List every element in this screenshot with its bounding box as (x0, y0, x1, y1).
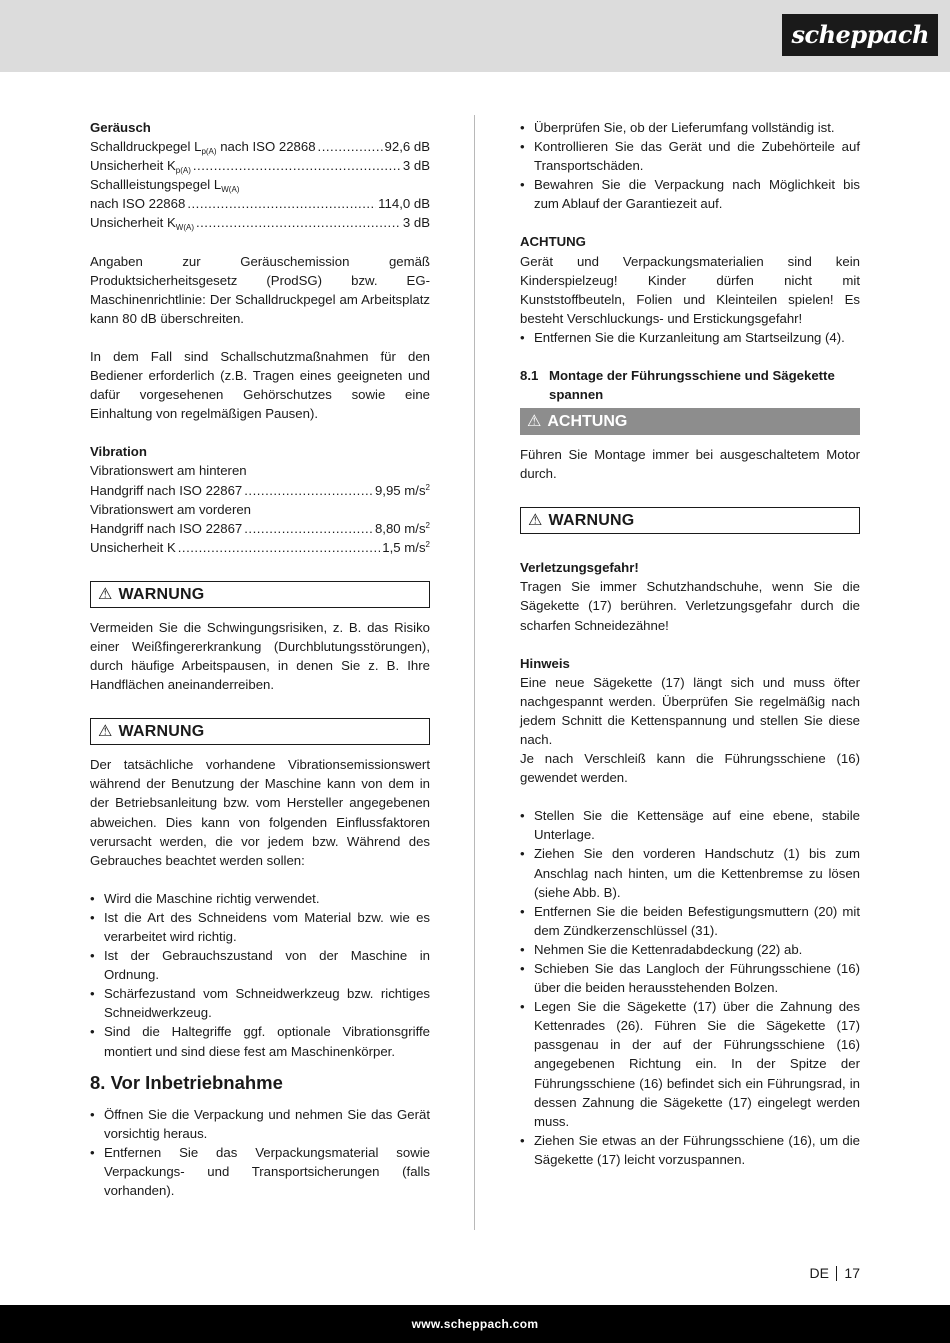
spec-label: Unsicherheit K (90, 539, 176, 555)
left-column (90, 118, 430, 1200)
squared-mark: 2 (425, 520, 430, 530)
spec-label: Schallleistungspegel $L_{W(A)}$ (90, 177, 240, 195)
section-8-title: 8. Vor Inbetriebnahme (90, 1071, 283, 1093)
vibration-line-1: Vibrationswert am hinteren (90, 463, 247, 479)
spec-label: Schalldruckpegel $L_{p(A)}$ nach ISO 22868 (90, 139, 316, 157)
section-title: Montage der Führungsschiene und Sägekette spannen (549, 368, 835, 403)
warning-triangle-icon: ⚠ (528, 512, 543, 530)
list-item: • Schieben Sie das Langloch der Führungsschiene (16) über die beiden herausstehenden Bolzen. (520, 959, 860, 997)
warning-triangle-icon: ⚠ (527, 412, 542, 430)
noise-spec-row (90, 137, 430, 156)
achtung-box-text: Führen Sie Montage immer bei ausgeschaltetem Motor durch. (520, 447, 860, 482)
vibration-heading: Vibration (90, 444, 147, 460)
spec-value: 1,5 m/s (382, 539, 426, 555)
warning-triangle-icon: ⚠ (98, 723, 113, 741)
spec-value: 114,0 dB (378, 196, 430, 212)
spec-label: Unsicherheit $K_{p(A)}$ (90, 158, 191, 176)
delivery-check-list (520, 118, 860, 213)
achtung-list (520, 328, 860, 347)
warning-2-text: Der tatsächliche vorhandene Vibrationsemissionswert während der Benutzung der Maschine kann von dem in der Betriebsanleitung bzw. vom Hersteller angegebenen abweichen. Dies kann von folgenden Einflussfaktoren verursacht werden, die vor jedem bzw. Während des Gebrauches beachtet werden sollen: (90, 757, 430, 868)
section-8-1-heading (520, 366, 860, 404)
page-number (809, 1265, 860, 1281)
vibration-row-rear (90, 481, 430, 500)
header-band (0, 0, 950, 72)
hint-text-1: Eine neue Sägekette (17) längt sich und muss öfter nachgespannt werden. Überprüfen Sie regelmäßig nach jedem Schnitt die Kettenspannung und stellen Sie diese nach. (520, 674, 860, 747)
hint-heading: Hinweis (520, 655, 570, 671)
list-item: • Öffnen Sie die Verpackung und nehmen Sie das Gerät vorsichtig heraus. (90, 1105, 430, 1143)
list-item: • Ist der Gebrauchszustand von der Maschine in Ordnung. (90, 946, 430, 984)
assembly-steps (520, 806, 860, 1169)
achtung-text: Gerät und Verpackungsmaterialien sind kein Kinderspielzeug! Kinder dürfen nicht mit Kunststoffbeuteln, Folien und Kleinteilen spielen! Es besteht Verschluckungs- und Erstickungsgefahr! (520, 253, 860, 326)
spec-value: 8,80 m/s (374, 520, 426, 536)
warning-title: WARNUNG (548, 512, 635, 530)
warning-box-1 (90, 581, 430, 608)
noise-spec-row (90, 213, 430, 232)
language-code: DE (809, 1265, 829, 1281)
achtung-box (520, 408, 860, 435)
factor-list (90, 889, 430, 1061)
spec-value: 3 dB (402, 158, 430, 174)
spec-label: Handgriff nach ISO 22867 (90, 482, 243, 498)
list-item: • Ziehen Sie den vorderen Handschutz (1) bis zum Anschlag nach hinten, um die Kettenbremse zu lösen (siehe Abb. B). (520, 844, 860, 901)
list-item: • Nehmen Sie die Kettenradabdeckung (22) ab. (520, 940, 860, 959)
achtung-heading: ACHTUNG (520, 234, 586, 250)
vibration-line-2: Vibrationswert am vorderen (90, 501, 252, 517)
hint-text-2: Je nach Verschleiß kann die Führungsschiene (16) gewendet werden. (520, 751, 860, 786)
list-item: • Entfernen Sie das Verpackungsmaterial sowie Verpackungs- und Transportsicherungen (falls vorhanden). (90, 1143, 430, 1200)
warning-triangle-icon: ⚠ (98, 585, 113, 603)
noise-paragraph-1: Angaben zur Geräuschemission gemäß Produktsicherheitsgesetz (ProdSG) bzw. EG-Maschinenrichtlinie: Der Schalldruckpegel am Arbeitsplatz kann 80 dB überschreiten. (90, 253, 430, 326)
list-item: • Ziehen Sie etwas an der Führungsschiene (16), um die Sägekette (17) leicht vorzuspannen. (520, 1131, 860, 1169)
spec-value: 92,6 dB (384, 139, 430, 155)
footer-url: www.scheppach.com (411, 1317, 539, 1331)
noise-specs (90, 137, 430, 232)
injury-heading: Verletzungsgefahr! (520, 560, 639, 576)
noise-heading: Geräusch (90, 120, 151, 135)
list-item: • Legen Sie die Sägekette (17) über die Zahnung des Kettenrades (26). Führen Sie die Sägekette (17) passgenau in der auf der Führungsschiene (16) angegebenen Richtung ein. In der Spitze der Führungsschiene (16) befindet sich ein Führungsrad, in dessen Zahnung die Sägekette (17) eingelegt werden muss. (520, 997, 860, 1131)
list-item: • Stellen Sie die Kettensäge auf eine ebene, stabile Unterlage. (520, 806, 860, 844)
spec-value: 9,95 m/s (374, 482, 426, 498)
squared-mark: 2 (425, 539, 430, 549)
footer-bar (0, 1305, 950, 1343)
list-item: • Entfernen Sie die beiden Befestigungsmuttern (20) mit dem Zündkerzenschlüssel (31). (520, 902, 860, 940)
section-8-list (90, 1105, 430, 1200)
noise-spec-row (90, 156, 430, 175)
noise-paragraph-2: In dem Fall sind Schallschutzmaßnahmen für den Bediener erforderlich (z.B. Tragen eines geeigneten und dafür vorgesehenen Gehörschutzes sowie eine Einhaltung von regelmäßigen Pausen). (90, 348, 430, 422)
noise-spec-row (90, 194, 430, 213)
list-item: • Kontrollieren Sie das Gerät und die Zubehörteile auf Transportschäden. (520, 137, 860, 175)
list-item: • Überprüfen Sie, ob der Lieferumfang vollständig ist. (520, 118, 860, 137)
vibration-row-uncertainty (90, 538, 430, 557)
list-item: • Ist die Art des Schneidens vom Material bzw. wie es verarbeitet wird richtig. (90, 908, 430, 946)
page-separator (836, 1266, 838, 1281)
list-item: • Entfernen Sie die Kurzanleitung am Startseilzung (4). (520, 328, 860, 347)
spec-value: 3 dB (402, 215, 430, 231)
section-number: 8.1 (520, 368, 539, 384)
list-item: • Schärfezustand vom Schneidwerkzeug bzw. richtiges Schneidwerkzeug. (90, 984, 430, 1022)
vibration-row-front (90, 519, 430, 538)
achtung-box-title: ACHTUNG (547, 412, 628, 430)
squared-mark: 2 (425, 482, 430, 492)
warning-box-3 (520, 507, 860, 534)
scheppach-logo: scheppach (782, 14, 938, 56)
page-value: 17 (844, 1265, 860, 1281)
spec-label: Handgriff nach ISO 22867 (90, 520, 243, 536)
list-item: • Bewahren Sie die Verpackung nach Möglichkeit bis zum Ablauf der Garantiezeit auf. (520, 175, 860, 213)
right-column (520, 118, 860, 1169)
warning-title: WARNUNG (118, 585, 205, 603)
column-divider (474, 115, 475, 1230)
noise-spec-row (90, 175, 430, 194)
spec-label: Unsicherheit $K_{W(A)}$ (90, 215, 194, 233)
warning-title: WARNUNG (118, 723, 205, 741)
list-item: • Wird die Maschine richtig verwendet. (90, 889, 430, 908)
spec-label: nach ISO 22868 (90, 196, 186, 212)
warning-box-2 (90, 718, 430, 745)
warning-1-text: Vermeiden Sie die Schwingungsrisiken, z. B. das Risiko einer Weißfingererkrankung (Durchblutungsstörungen), durch häufige Arbeitspausen, in denen Sie z. B. Ihre Handflächen aneinanderreiben. (90, 619, 430, 693)
injury-text: Tragen Sie immer Schutzhandschuhe, wenn Sie die Sägekette (17) berühren. Verletzungsgefahr durch die scharfen Schneidezähne! (520, 579, 860, 633)
list-item: • Sind die Haltegriffe ggf. optionale Vibrationsgriffe montiert und sind diese fest am Maschinenkörper. (90, 1022, 430, 1060)
